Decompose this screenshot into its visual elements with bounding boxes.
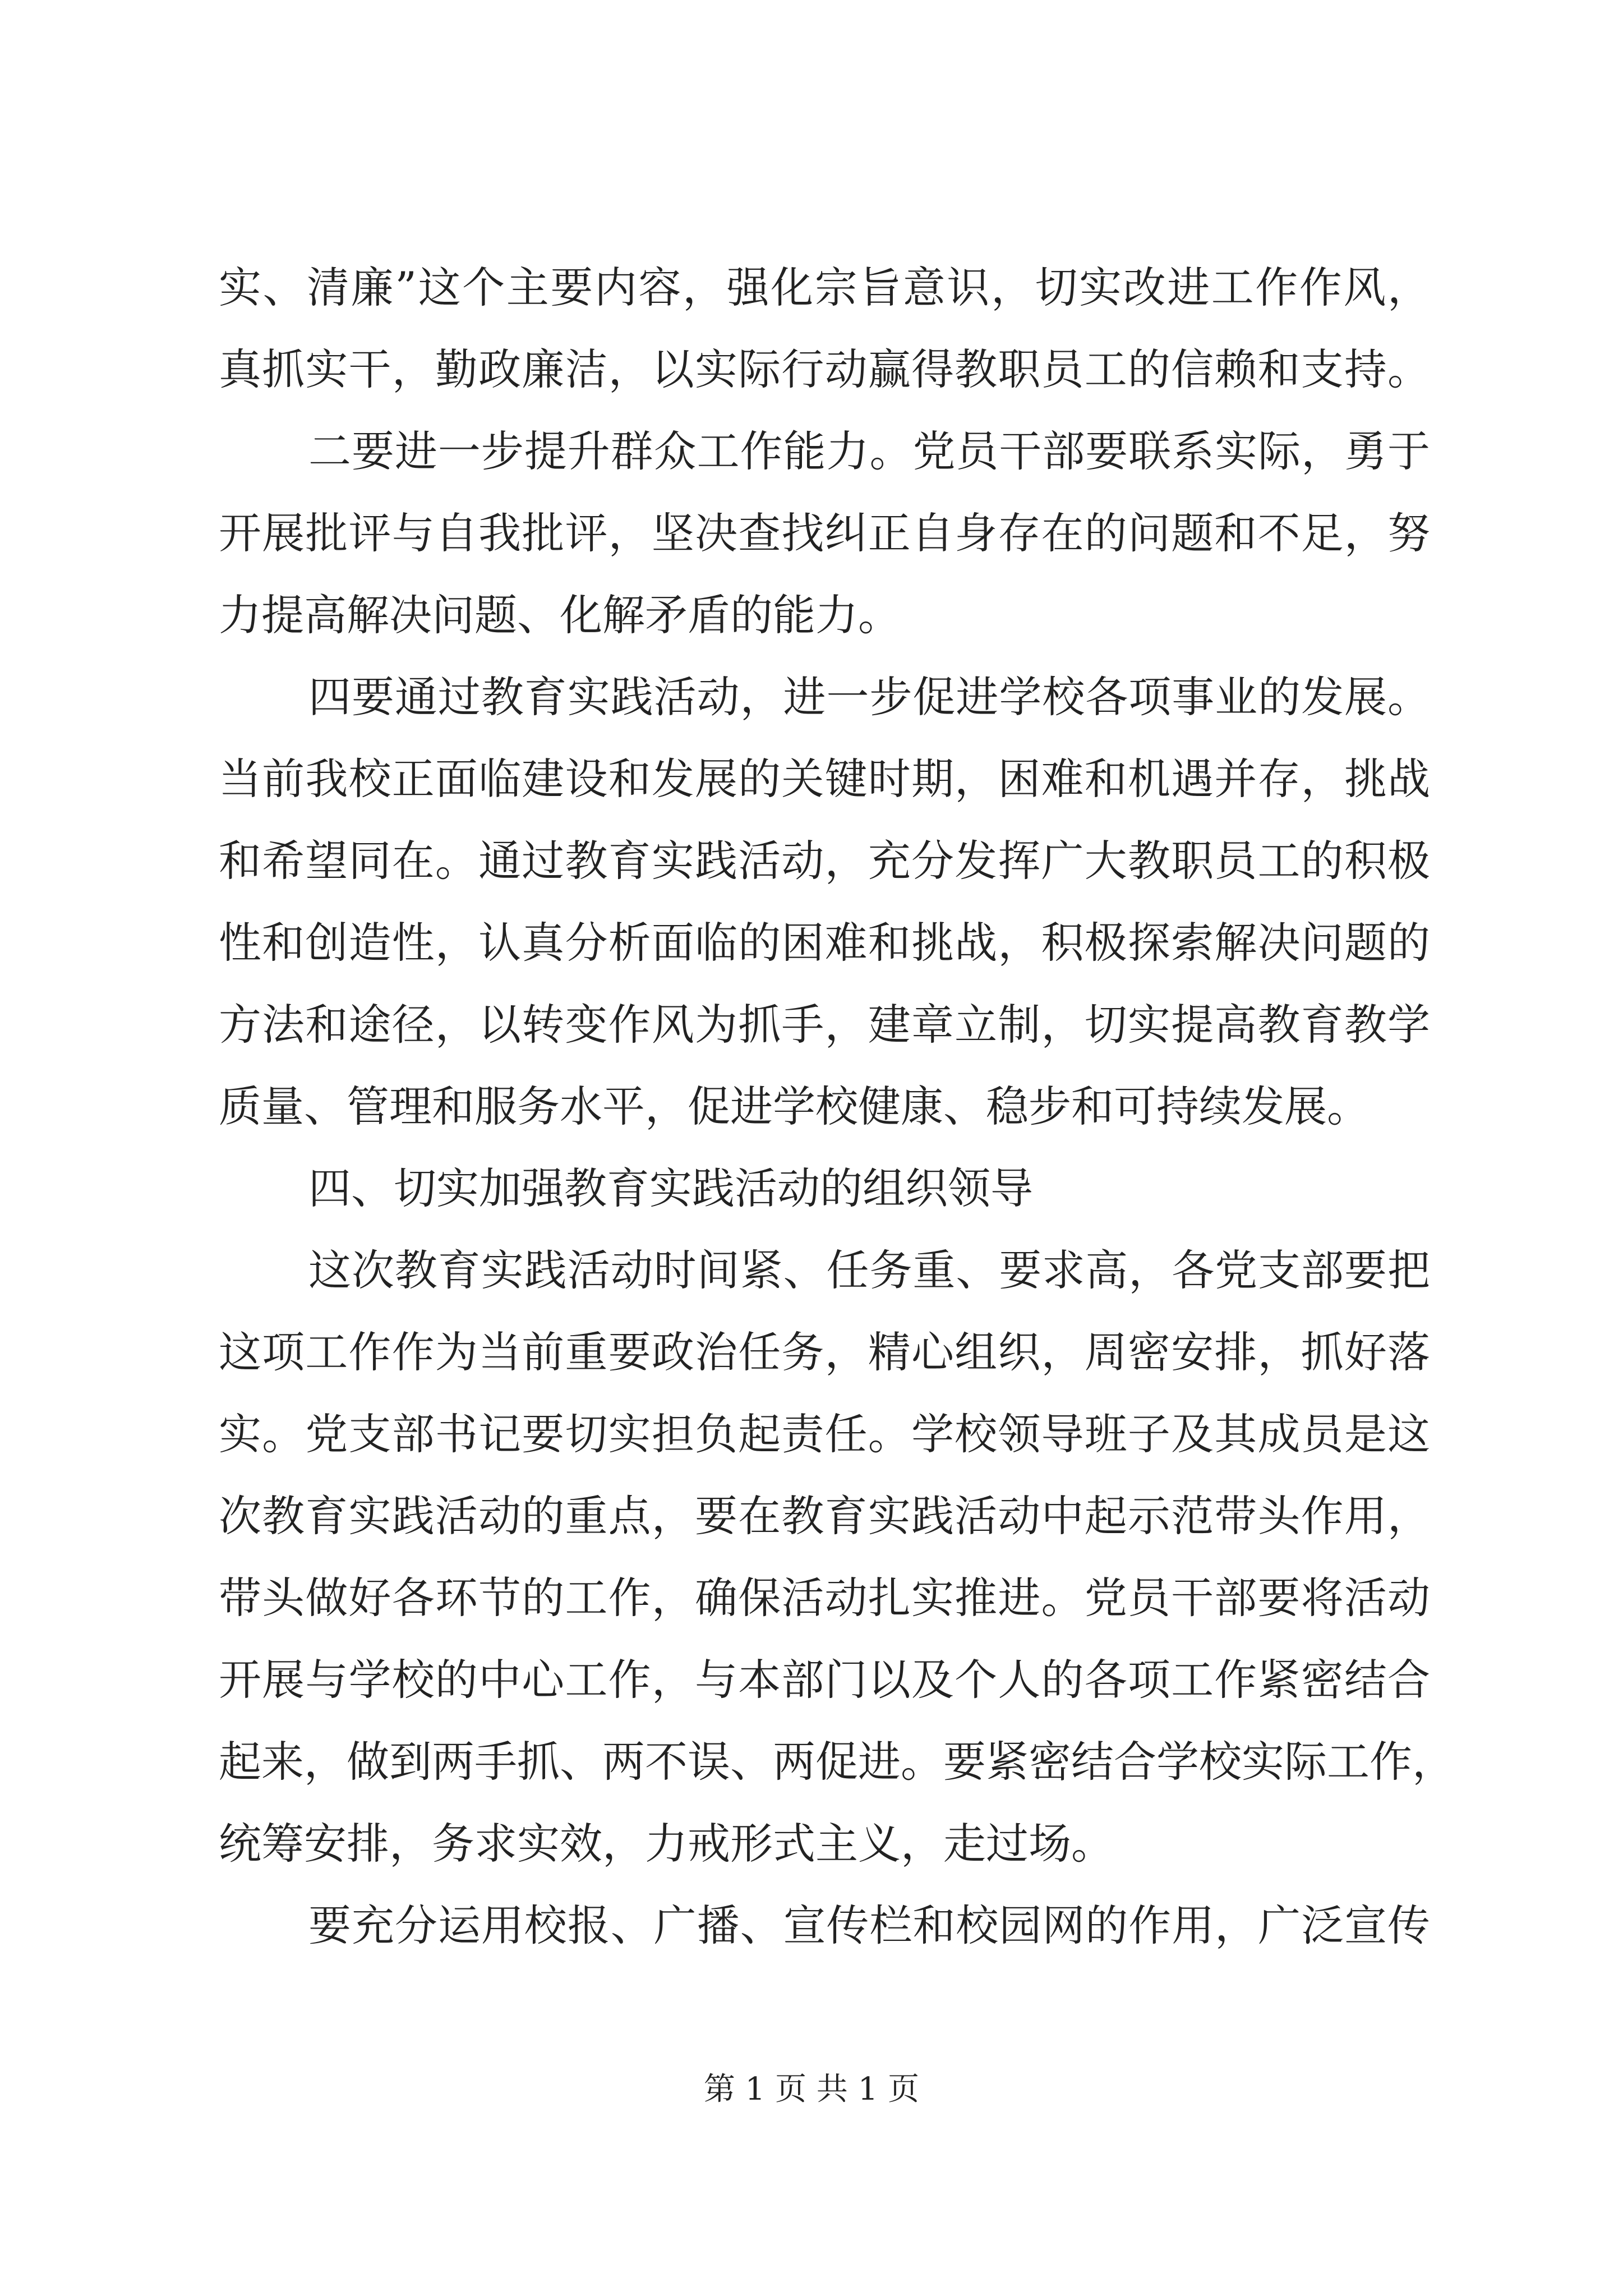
text-line: 性和创造性，认真分析面临的困难和挑战，积极探索解决问题的	[219, 918, 1430, 968]
section-heading: 四、切实加强教育实践活动的组织领导	[308, 1163, 1033, 1213]
paragraph-start-line: 四要通过教育实践活动，进一步促进学校各项事业的发展。	[308, 672, 1430, 722]
text-line: 开展与学校的中心工作，与本部门以及个人的各项工作紧密结合	[219, 1655, 1430, 1705]
text-line: 起来，做到两手抓、两不误、两促进。要紧密结合学校实际工作，	[219, 1737, 1455, 1787]
text-line: 带头做好各环节的工作，确保活动扎实推进。党员干部要将活动	[219, 1573, 1430, 1623]
text-line: 次教育实践活动的重点，要在教育实践活动中起示范带头作用，	[219, 1491, 1430, 1541]
text-line: 统筹安排，务求实效，力戒形式主义，走过场。	[219, 1819, 1114, 1869]
paragraph-start-line: 要充分运用校报、广播、宣传栏和校园网的作用，广泛宣传	[308, 1901, 1430, 1950]
text-line: 实。党支部书记要切实担负起责任。学校领导班子及其成员是这	[219, 1409, 1430, 1459]
text-line: 开展批评与自我批评，坚决查找纠正自身存在的问题和不足，努	[219, 508, 1430, 558]
document-body	[219, 247, 1455, 1967]
text-line: 这项工作作为当前重要政治任务，精心组织，周密安排，抓好落	[219, 1327, 1430, 1377]
text-line: 当前我校正面临建设和发展的关键时期，困难和机遇并存，挑战	[219, 754, 1430, 804]
paragraph-start-line: 二要进一步提升群众工作能力。党员干部要联系实际，勇于	[308, 426, 1430, 476]
text-line: 实、清廉”这个主要内容，强化宗旨意识，切实改进工作作风，	[219, 263, 1430, 312]
text-line: 质量、管理和服务水平，促进学校健康、稳步和可持续发展。	[219, 1082, 1370, 1131]
paragraph-start-line: 这次教育实践活动时间紧、任务重、要求高，各党支部要把	[308, 1245, 1430, 1295]
text-line: 力提高解决问题、化解矛盾的能力。	[219, 590, 901, 640]
text-line: 和希望同在。通过教育实践活动，充分发挥广大教职员工的积极	[219, 836, 1430, 886]
page-footer: 第 1 页 共 1 页	[703, 2071, 920, 2108]
text-line: 真抓实干，勤政廉洁，以实际行动赢得教职员工的信赖和支持。	[219, 344, 1430, 394]
text-line: 方法和途径，以转变作风为抓手，建章立制，切实提高教育教学	[219, 1000, 1430, 1050]
